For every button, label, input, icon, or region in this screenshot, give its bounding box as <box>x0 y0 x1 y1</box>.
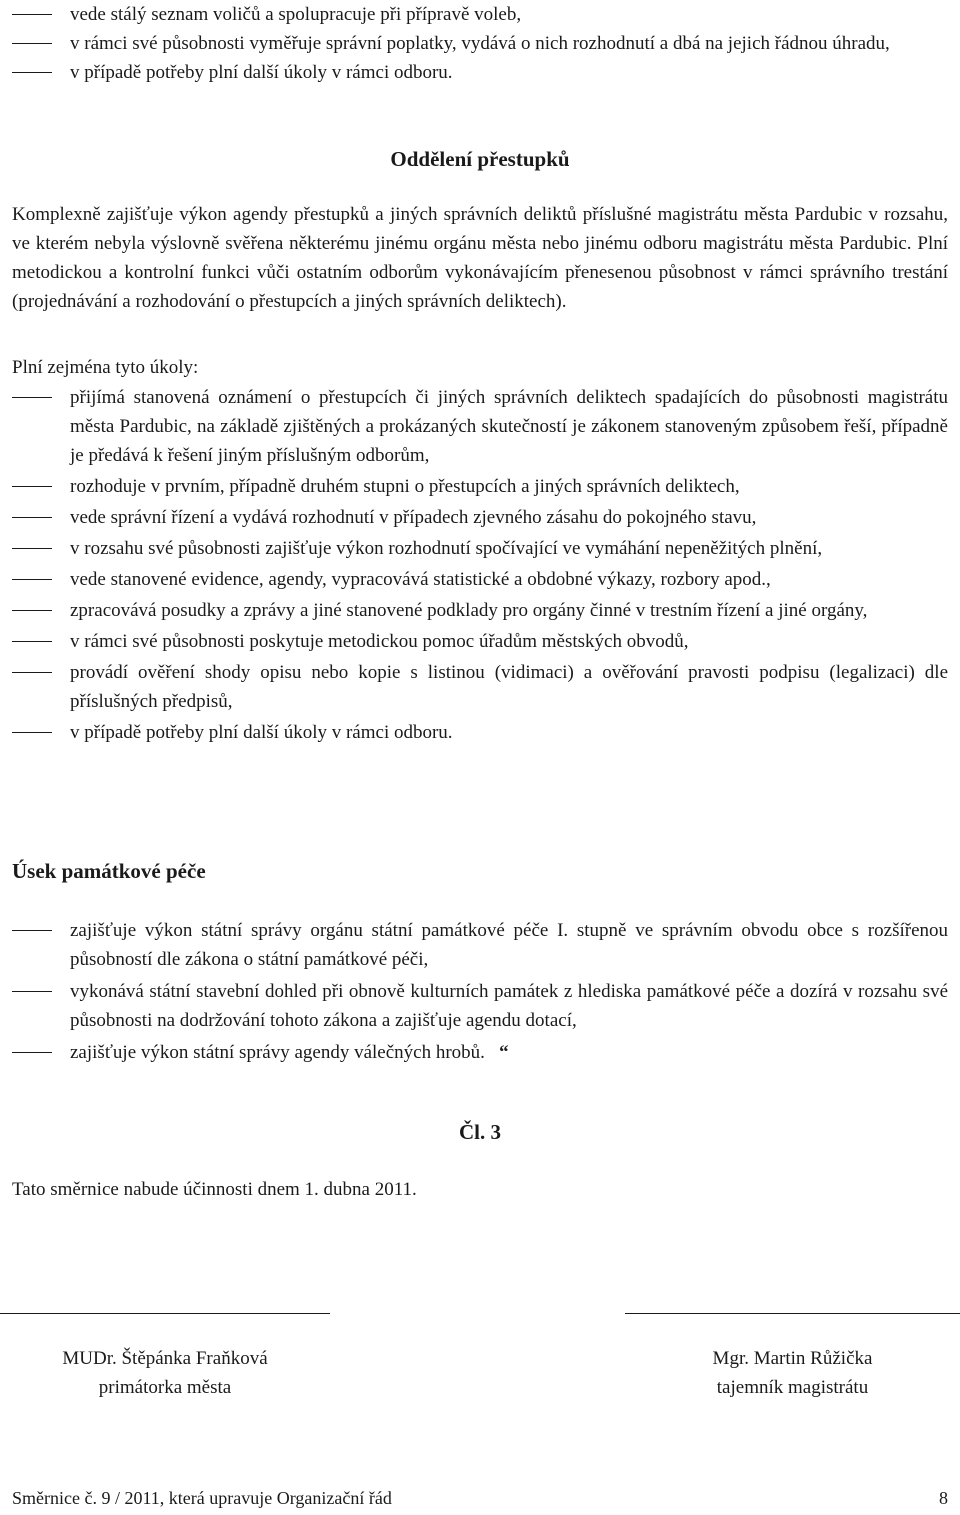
dash-bullet <box>12 43 52 44</box>
list-item: v případě potřeby plní další úkoly v rámci odboru. <box>12 718 948 747</box>
dash-bullet <box>12 397 52 398</box>
dash-bullet <box>12 579 52 580</box>
article-heading: Čl. 3 <box>459 1120 501 1144</box>
dash-bullet <box>12 610 52 611</box>
list-item: vede stanovené evidence, agendy, vypracovává statistické a obdobné výkazy, rozbory apod., <box>12 565 948 594</box>
dash-bullet <box>12 672 52 673</box>
section-heading-pamatky: Úsek památkové péče <box>12 859 206 883</box>
signatory-name: MUDr. Štěpánka Fraňková <box>62 1348 268 1369</box>
dash-bullet <box>12 732 52 733</box>
signatory-role: tajemník magistrátu <box>716 1377 869 1398</box>
signature-block-right <box>625 1344 960 1402</box>
signature-line-right <box>625 1313 960 1314</box>
signature-line-left <box>0 1313 330 1314</box>
list-item: zpracovává posudky a zprávy a jiné stanovené podklady pro orgány činné v trestním řízení a jiné orgány, <box>12 596 948 625</box>
list-item: provádí ověření shody opisu nebo kopie s listinou (vidimaci) a ověřování pravosti podpisu (legalizaci) dle příslušných předpisů, <box>12 658 948 716</box>
list-item: zajišťuje výkon státní správy agendy válečných hrobů. “ <box>12 1038 948 1067</box>
list-item: v rámci své působnosti vyměřuje správní poplatky, vydává o nich rozhodnutí a dbá na jejich řádnou úhradu, <box>12 29 948 58</box>
dash-bullet <box>12 517 52 518</box>
closing-quote-mark: “ <box>499 1042 509 1063</box>
section-lead-text: Plní zejména tyto úkoly: <box>12 357 199 378</box>
footer-text: Směrnice č. 9 / 2011, která upravuje Organizační řád <box>12 1488 392 1508</box>
list-item: vede stálý seznam voličů a spolupracuje při přípravě voleb, <box>12 0 948 29</box>
dash-bullet <box>12 486 52 487</box>
list-item: v rámci své působnosti poskytuje metodickou pomoc úřadům městských obvodů, <box>12 627 948 656</box>
dash-bullet <box>12 930 52 931</box>
signatory-role: primátorka města <box>98 1377 232 1398</box>
signatory-name: Mgr. Martin Růžička <box>712 1348 873 1369</box>
dash-bullet <box>12 548 52 549</box>
list-item: zajišťuje výkon státní správy orgánu státní památkové péče I. stupně ve správním obvodu obce s rozšířenou působností dle zákona o státní památkové péči, <box>12 916 948 974</box>
section-intro-paragraph: Komplexně zajišťuje výkon agendy přestupků a jiných správních deliktů příslušné magistrátu města Pardubic v rozsahu, ve kterém nebyla výslovně svěřena některému jinému orgánu města nebo jinému odboru magistrátu města Pardubic. Plní metodickou a kontrolní funkci vůči ostatním odborům vykonávajícím přenesenou působnost v rámci správního trestání (projednávání a rozhodování o přestupcích a jiných správních deliktech). <box>12 204 948 312</box>
list-item: vykonává státní stavební dohled při obnově kulturních památek z hlediska památkové péče a dozírá v rozsahu své působnosti na dodržování tohoto zákona a zajišťuje agendu dotací, <box>12 977 948 1035</box>
dash-bullet <box>12 641 52 642</box>
dash-bullet <box>12 72 52 73</box>
page-footer <box>12 1488 948 1509</box>
pamatky-task-list <box>12 916 948 1067</box>
list-item: přijímá stanovená oznámení o přestupcích či jiných správních deliktech spadajících do působnosti magistrátu města Pardubic, na základě zjištěných a prokázaných skutečností je zákonem stanoveným způsobem řeší, případně je předává k řešení jiným příslušným odborům, <box>12 383 948 470</box>
list-item: v případě potřeby plní další úkoly v rámci odboru. <box>12 58 948 87</box>
dash-bullet <box>12 991 52 992</box>
list-item: rozhoduje v prvním, případně druhém stupni o přestupcích a jiných správních deliktech, <box>12 472 948 501</box>
list-item: v rozsahu své působnosti zajišťuje výkon rozhodnutí spočívající ve vymáhání nepeněžitých plnění, <box>12 534 948 563</box>
dash-bullet <box>12 1052 52 1053</box>
signature-block-left <box>0 1344 330 1402</box>
page-number: 8 <box>939 1488 948 1508</box>
list-item: vede správní řízení a vydává rozhodnutí v případech zjevného zásahu do pokojného stavu, <box>12 503 948 532</box>
dash-bullet <box>12 14 52 15</box>
prestupky-task-list <box>12 383 948 747</box>
article-text: Tato směrnice nabude účinnosti dnem 1. dubna 2011. <box>12 1179 417 1200</box>
section-heading-prestupky: Oddělení přestupků <box>390 147 570 171</box>
top-list <box>12 0 948 87</box>
